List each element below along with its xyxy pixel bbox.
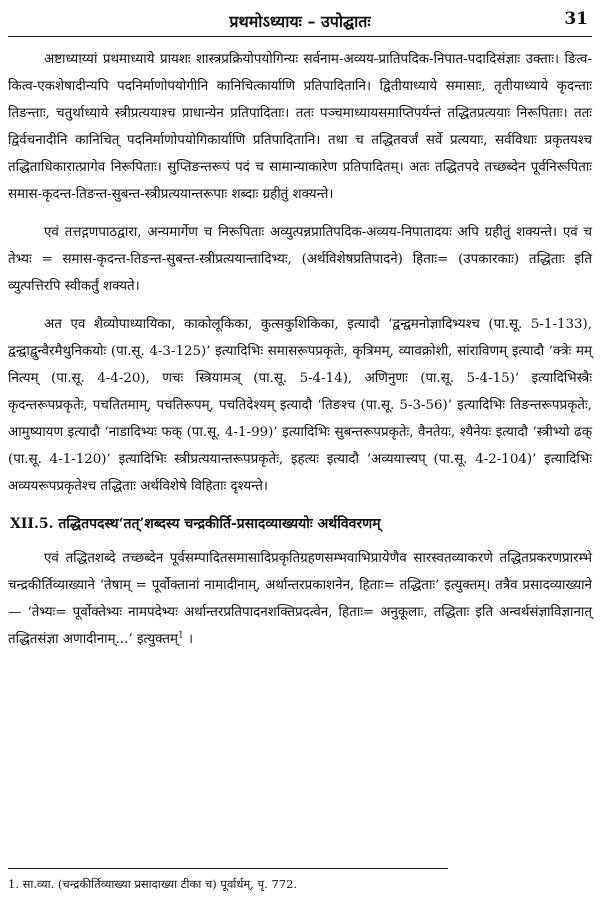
footnote: 1. सा.व्या. (चन्द्रकीर्तिव्याख्या प्रसादाख्या टीका च) पूर्वार्धम्, पृ. 772.: [8, 877, 298, 891]
page-header: [8, 6, 592, 37]
page-number: 31: [564, 9, 588, 29]
paragraph-2: एवं तत्तद्गणपाठद्वारा, अन्यमार्गेण च निरूपिताः अव्युत्पन्नप्रातिपदिक-अव्यय-निपातादयः अपि ग्रहीतुं शक्यन्ते। एवं च तेभ्यः = समास-कृदन्त-तिङन्त-सुबन्त-स्त्रीप्रत्ययान्तादिभ्यः, (अर्थविशेषप्रतिपादने) हिताः= (उपकारकाः) तद्धिताः इति व्युत्पत्तिरपि स्वीकर्तुं शक्यते।: [8, 225, 592, 294]
section-heading: XII.5. तद्धितपदस्थ‘तत्’शब्दस्य चन्द्रकीर्ति-प्रसादव्याख्ययोः अर्थविवरणम्: [10, 516, 381, 532]
running-title: प्रथमोऽध्यायः – उपोद्घातः: [229, 12, 371, 31]
section-paragraph: एवं तद्धितशब्दे तच्छब्देन पूर्वसम्पादितसमासादिप्रकृतिग्रहणसम्भवाभिप्रायेणैव सारस्वतव्याकरणे तद्धितप्रकरणप्रारम्भे चन्द्रकीर्तिव्याख्याने ‘तेषाम् = पूर्वोक्तानां नामादीनाम्, अर्थान्तरप्रकाशनेन, हिताः= तद्धिताः’ इत्युक्तम्। तत्रैव प्रसादव्याख्याने— ‘तेभ्यः= पूर्वोक्तेभ्यः नामपदेभ्यः अर्थान्तरप्रतिपादनशक्तिप्रदत्वेन, हिताः= अनुकूलाः, तद्धिताः इति अन्वर्थसंज्ञाविज्ञानात् तद्धितसंज्ञा अणादीनाम्...’ इत्युक्तम्$^1$ ।: [8, 551, 592, 647]
section-paragraph-text: एवं तद्धितशब्दे तच्छब्देन पूर्वसम्पादितसमासादिप्रकृतिग्रहणसम्भवाभिप्रायेणैव सारस्वतव्याकरणे तद्धितप्रकरणप्रारम्भे चन्द्रकीर्तिव्याख्याने ‘तेषाम् = पूर्वोक्तानां नामादीनाम्, अर्थान्तरप्रकाशनेन, हिताः= तद्धिताः’ इत्युक्तम्। तत्रैव प्रसादव्याख्याने— ‘तेभ्यः= पूर्वोक्तेभ्यः नामपदेभ्यः अर्थान्तरप्रतिपादनशक्तिप्रदत्वेन, हिताः= अनुकूलाः, तद्धिताः इति अन्वर्थसंज्ञाविज्ञानात् तद्धितसंज्ञा अणादीनाम्...’ इत्युक्तम्: [8, 551, 592, 647]
paragraph-1: अष्टाध्याय्यां प्रथमाध्याये प्रायशः शास्त्रप्रक्रियोपयोगिन्यः सर्वनाम-अव्यय-प्रातिपदिक-निपात-पदादिसंज्ञाः उक्ताः। ङित्व-कित्व-एकशेषादीन्यपि पदनिर्माणोपयोगीनि कानिचित्कार्याणि प्रतिपादितानि। द्वितीयाध्याये समासाः, तृतीयाध्याये कृदन्ताः तिङन्ताः, चतुर्थाध्याये स्त्रीप्रत्ययाश्च प्राधान्येन प्रतिपादिताः। ततः पञ्चमाध्यायसमाप्तिपर्यन्तं तद्धितप्रत्ययाः निरूपिताः। ततः द्विर्वचनादीनि कानिचित् पदनिर्माणोपयोगिकार्याणि प्रतिपादितानि। तथा च तद्धितवर्जं सर्वे प्रत्ययाः, सर्वविधाः प्रकृतयश्च तद्धिताधिकारात्प्रागेव निरूपिताः। सुप्तिङन्तरूपं पदं च सामान्याकारेण प्रतिपादितम्। अतः तद्धितपदे तच्छब्देन पूर्वनिरूपिताः समास-कृदन्त-तिङन्त-सुबन्त-स्त्रीप्रत्ययान्तरूपाः शब्दाः ग्रहीतुं शक्यन्ते।: [8, 52, 592, 202]
footnote-marker: 1: [177, 630, 184, 641]
page-body: [8, 46, 592, 664]
footnote-divider: [8, 868, 448, 869]
paragraph-3: अत एव शैव्योपाध्यायिका, काकोलूकिका, कुत्सकुशिकिका, इत्यादौ ‘द्वन्द्वमनोज्ञादिभ्यश्च (पा.सू. 5-1-133), द्वन्द्वाद्वुन्वैरमैथुनिकयोः (पा.सू. 4-3-125)’ इत्यादिभिः समासरूपप्रकृतेः, कृत्रिमम्, व्यावक्रोशी, सांराविणम् इत्यादौ ‘क्त्रेः मम् नित्यम् (पा.सू. 4-4-20), णचः स्त्रियामञ् (पा.सू. 5-4-14), अणिनुणः (पा.सू. 5-4-15)’ इत्यादिभिस्त्रैः कृदन्तरूपप्रकृतेः, पचतितमाम्, पचतिरूपम्, पचतिदेश्यम् इत्यादौ ‘तिङश्च (पा.सू. 5-3-56)’ इत्यादिभिः तिङन्तरूपप्रकृतेः, आमुष्यायण इत्यादौ ‘नाडादिभ्यः फक् (पा.सू. 4-1-99)’ इत्यादिभिः सुबन्तरूपप्रकृतेः, वैनतेयः, श्यैनेयः इत्यादौ ‘स्त्रीभ्यो ढक् (पा.सू. 4-1-120)’ इत्यादिभिः स्त्रीप्रत्ययान्तरूपप्रकृतेः, इहत्यः इत्यादौ ‘अव्ययात्त्यप् (पा.सू. 4-2-104)’ इत्यादिभिः अव्ययरूपप्रकृतेश्च तद्धिताः अर्थविशेषे विहिताः दृश्यन्ते।: [8, 317, 592, 494]
